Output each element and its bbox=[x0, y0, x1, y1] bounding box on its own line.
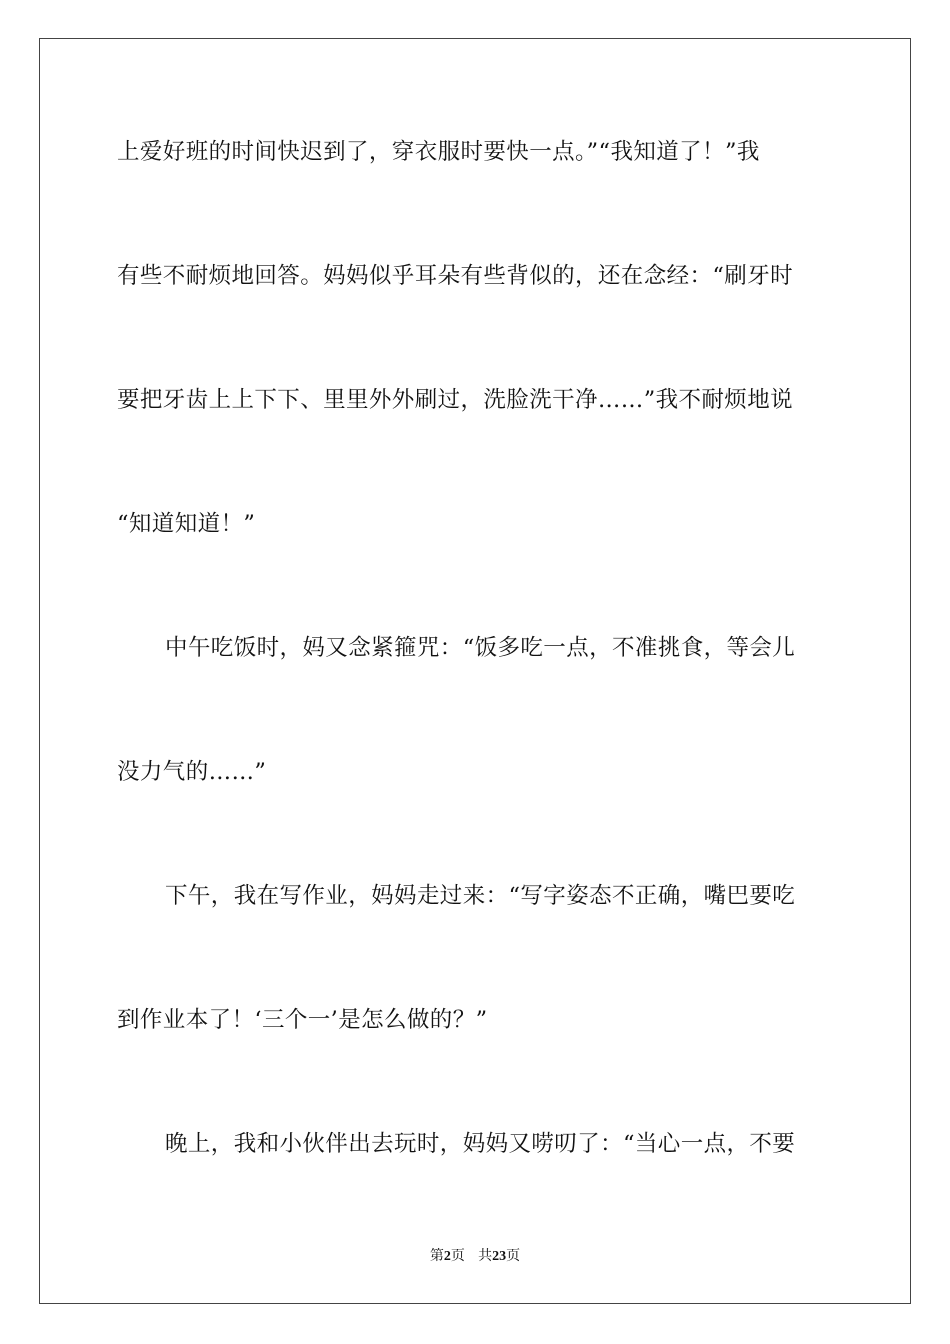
text-line-3: 要把牙齿上上下下、里里外外刷过，洗脸洗干净……”我不耐烦地说 bbox=[117, 387, 794, 413]
text-line-4: “知道知道！” bbox=[117, 511, 256, 537]
paragraph-noon-line-1: 中午吃饭时，妈又念紧箍咒：“饭多吃一点，不准挑食，等会儿 bbox=[165, 635, 796, 661]
text-line-2: 有些不耐烦地回答。妈妈似乎耳朵有些背似的，还在念经：“刷牙时 bbox=[117, 263, 794, 289]
page-border bbox=[39, 38, 911, 1304]
paragraph-noon-line-2: 没力气的……” bbox=[117, 759, 267, 785]
footer-total-prefix: 共 bbox=[478, 1248, 493, 1264]
footer-page-number: 2 bbox=[443, 1249, 451, 1264]
page-footer bbox=[0, 1246, 950, 1267]
text-line-1: 上爱好班的时间快迟到了，穿衣服时要快一点。”“我知道了！”我 bbox=[117, 139, 760, 165]
paragraph-evening-line-1: 晚上，我和小伙伴出去玩时，妈妈又唠叨了：“当心一点，不要 bbox=[165, 1131, 796, 1157]
footer-total-pages: 23 bbox=[492, 1249, 507, 1264]
paragraph-afternoon-line-2: 到作业本了！‘三个一’是怎么做的？” bbox=[117, 1007, 488, 1033]
paragraph-afternoon-line-1: 下午，我在写作业，妈妈走过来：“写字姿态不正确，嘴巴要吃 bbox=[165, 883, 796, 909]
footer-page-suffix: 页 bbox=[450, 1248, 465, 1264]
footer-prefix: 第 bbox=[429, 1248, 444, 1264]
footer-total-suffix: 页 bbox=[506, 1248, 521, 1264]
